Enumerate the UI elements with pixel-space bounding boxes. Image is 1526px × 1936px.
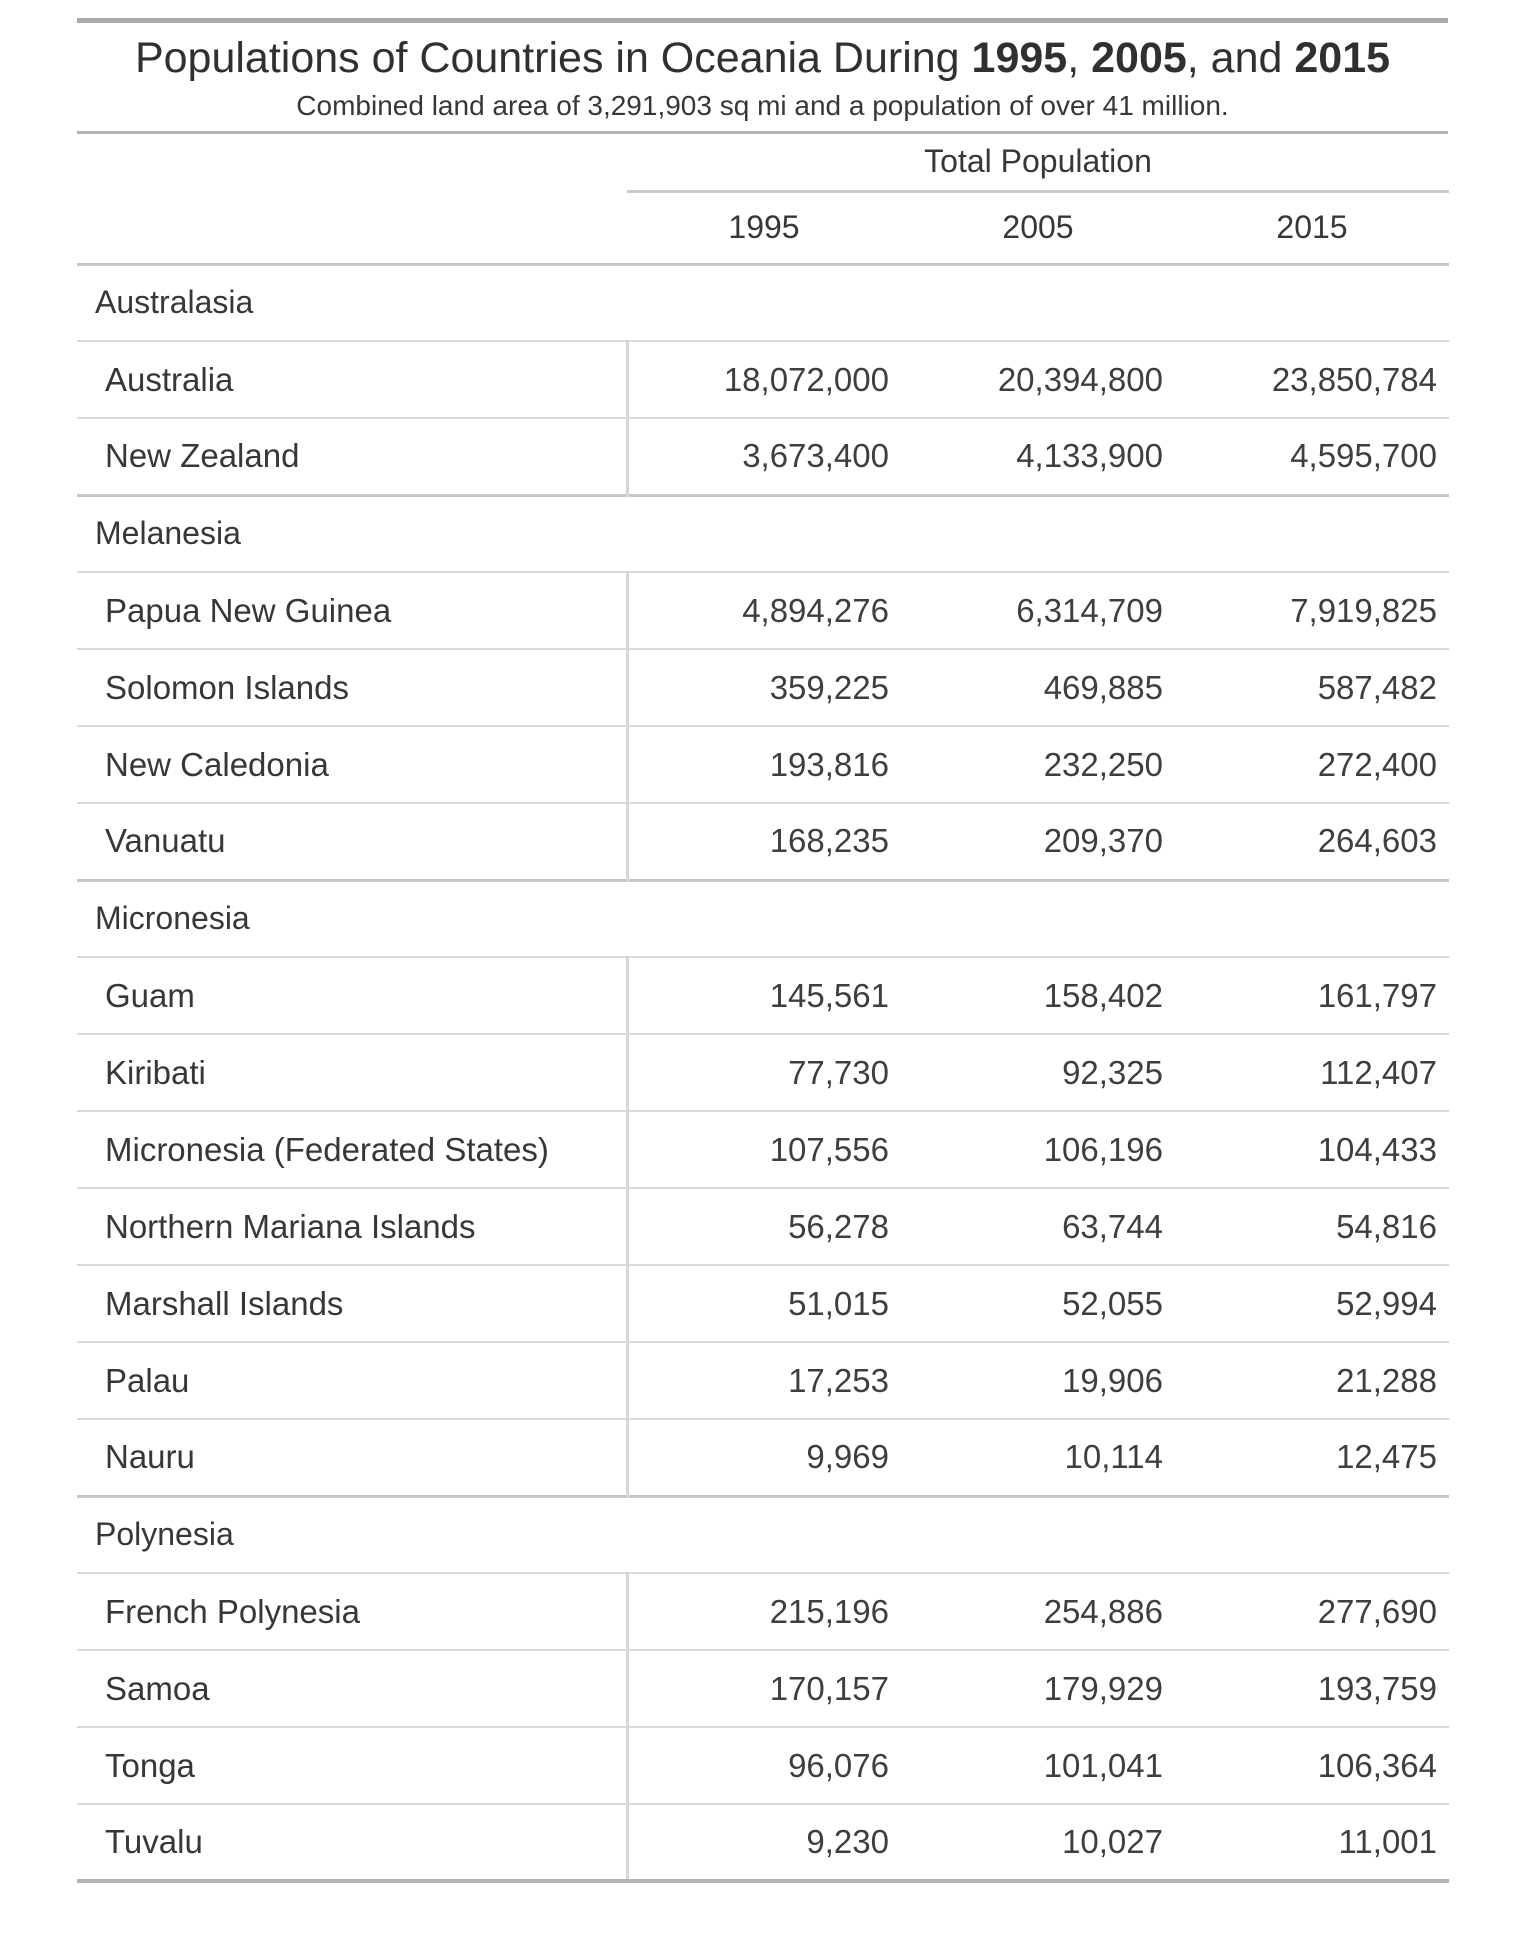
- population-value-1995: 359,225: [627, 649, 901, 726]
- population-value-1995: 193,816: [627, 726, 901, 803]
- year-header-spacer: [77, 191, 627, 264]
- country-name: Tonga: [77, 1727, 627, 1804]
- group-header-spacer: [77, 134, 627, 191]
- population-value-2015: 277,690: [1175, 1573, 1449, 1650]
- page-subtitle: Combined land area of 3,291,903 sq mi and a population of over 41 million.: [296, 90, 1229, 121]
- col-header-2015: 2015: [1276, 209, 1348, 245]
- country-name: New Caledonia: [77, 726, 627, 803]
- population-value-2015: 54,816: [1175, 1188, 1449, 1265]
- population-value-2015: 11,001: [1175, 1804, 1449, 1881]
- col-header-2005: 2005: [1002, 209, 1074, 245]
- country-name: Guam: [77, 957, 627, 1034]
- country-name: Kiribati: [77, 1034, 627, 1111]
- group-header-row: [77, 134, 1449, 191]
- population-value-1995: 145,561: [627, 957, 901, 1034]
- table-row-tonga: [77, 1727, 1449, 1804]
- population-value-2005: 158,402: [901, 957, 1175, 1034]
- population-value-2015: 112,407: [1175, 1034, 1449, 1111]
- population-value-2005: 92,325: [901, 1034, 1175, 1111]
- table-row-northern-mariana-islands: [77, 1188, 1449, 1265]
- population-value-2015: 106,364: [1175, 1727, 1449, 1804]
- table-row-marshall-islands: [77, 1265, 1449, 1342]
- table-row-tuvalu: [77, 1804, 1449, 1881]
- population-value-2015: 52,994: [1175, 1265, 1449, 1342]
- table-row-solomon-islands: [77, 649, 1449, 726]
- country-name: Micronesia (Federated States): [77, 1111, 627, 1188]
- title-year-2015: 2015: [1294, 34, 1391, 82]
- table-row-micronesia-federated-states: [77, 1111, 1449, 1188]
- section-label: Melanesia: [77, 495, 1449, 572]
- population-value-2005: 106,196: [901, 1111, 1175, 1188]
- section-label: Micronesia: [77, 880, 1449, 957]
- title-separator-2: , and: [1186, 34, 1295, 82]
- section-label: Polynesia: [77, 1496, 1449, 1573]
- page: [0, 18, 1526, 1883]
- population-value-2005: 6,314,709: [901, 572, 1175, 649]
- population-value-1995: 51,015: [627, 1265, 901, 1342]
- table-row-guam: [77, 957, 1449, 1034]
- section-row-melanesia: [77, 495, 1449, 572]
- population-value-1995: 3,673,400: [627, 418, 901, 495]
- population-value-1995: 9,969: [627, 1419, 901, 1496]
- country-name: Papua New Guinea: [77, 572, 627, 649]
- population-value-2005: 179,929: [901, 1650, 1175, 1727]
- table-row-vanuatu: [77, 803, 1449, 880]
- population-value-1995: 18,072,000: [627, 341, 901, 418]
- population-value-2015: 272,400: [1175, 726, 1449, 803]
- table-row-kiribati: [77, 1034, 1449, 1111]
- title-year-1995: 1995: [971, 34, 1068, 82]
- top-accent-bar: [77, 18, 1448, 23]
- country-name: Palau: [77, 1342, 627, 1419]
- table-row-samoa: [77, 1650, 1449, 1727]
- table-row-new-zealand: [77, 418, 1449, 495]
- population-value-2005: 254,886: [901, 1573, 1175, 1650]
- page-title: [77, 33, 1448, 83]
- population-value-2015: 21,288: [1175, 1342, 1449, 1419]
- country-name: Northern Mariana Islands: [77, 1188, 627, 1265]
- population-value-1995: 170,157: [627, 1650, 901, 1727]
- population-value-2015: 12,475: [1175, 1419, 1449, 1496]
- section-row-polynesia: [77, 1496, 1449, 1573]
- population-value-2005: 232,250: [901, 726, 1175, 803]
- population-value-2015: 4,595,700: [1175, 418, 1449, 495]
- population-value-1995: 168,235: [627, 803, 901, 880]
- population-value-2015: 104,433: [1175, 1111, 1449, 1188]
- country-name: Samoa: [77, 1650, 627, 1727]
- population-value-2005: 19,906: [901, 1342, 1175, 1419]
- country-name: Solomon Islands: [77, 649, 627, 726]
- table-row-new-caledonia: [77, 726, 1449, 803]
- table-row-nauru: [77, 1419, 1449, 1496]
- population-value-2015: 161,797: [1175, 957, 1449, 1034]
- country-name: Vanuatu: [77, 803, 627, 880]
- population-value-2005: 469,885: [901, 649, 1175, 726]
- population-value-2005: 10,114: [901, 1419, 1175, 1496]
- population-value-1995: 4,894,276: [627, 572, 901, 649]
- section-row-micronesia: [77, 880, 1449, 957]
- population-value-2015: 587,482: [1175, 649, 1449, 726]
- population-value-1995: 56,278: [627, 1188, 901, 1265]
- title-text: Populations of Countries in Oceania During: [134, 34, 972, 82]
- country-name: New Zealand: [77, 418, 627, 495]
- population-value-2005: 52,055: [901, 1265, 1175, 1342]
- population-value-2005: 10,027: [901, 1804, 1175, 1881]
- population-value-2015: 7,919,825: [1175, 572, 1449, 649]
- section-row-australasia: [77, 264, 1449, 341]
- country-name: Marshall Islands: [77, 1265, 627, 1342]
- table-row-french-polynesia: [77, 1573, 1449, 1650]
- country-name: Tuvalu: [77, 1804, 627, 1881]
- population-value-2015: 193,759: [1175, 1650, 1449, 1727]
- country-name: French Polynesia: [77, 1573, 627, 1650]
- population-table: [77, 134, 1449, 1883]
- col-header-1995: 1995: [728, 209, 800, 245]
- population-value-2005: 101,041: [901, 1727, 1175, 1804]
- table-row-palau: [77, 1342, 1449, 1419]
- population-value-1995: 107,556: [627, 1111, 901, 1188]
- population-value-2015: 264,603: [1175, 803, 1449, 880]
- table-row-papua-new-guinea: [77, 572, 1449, 649]
- population-value-1995: 77,730: [627, 1034, 901, 1111]
- population-value-1995: 215,196: [627, 1573, 901, 1650]
- population-value-1995: 9,230: [627, 1804, 901, 1881]
- country-name: Nauru: [77, 1419, 627, 1496]
- title-separator-1: ,: [1067, 34, 1092, 82]
- population-value-2015: 23,850,784: [1175, 341, 1449, 418]
- title-year-2005: 2005: [1091, 34, 1187, 82]
- country-name: Australia: [77, 341, 627, 418]
- population-value-1995: 17,253: [627, 1342, 901, 1419]
- population-value-2005: 209,370: [901, 803, 1175, 880]
- population-value-2005: 20,394,800: [901, 341, 1175, 418]
- year-header-row: [77, 191, 1449, 264]
- population-value-2005: 4,133,900: [901, 418, 1175, 495]
- population-value-2005: 63,744: [901, 1188, 1175, 1265]
- population-value-1995: 96,076: [627, 1727, 901, 1804]
- section-label: Australasia: [77, 264, 1449, 341]
- group-header-total-population: Total Population: [627, 134, 1449, 191]
- table-row-australia: [77, 341, 1449, 418]
